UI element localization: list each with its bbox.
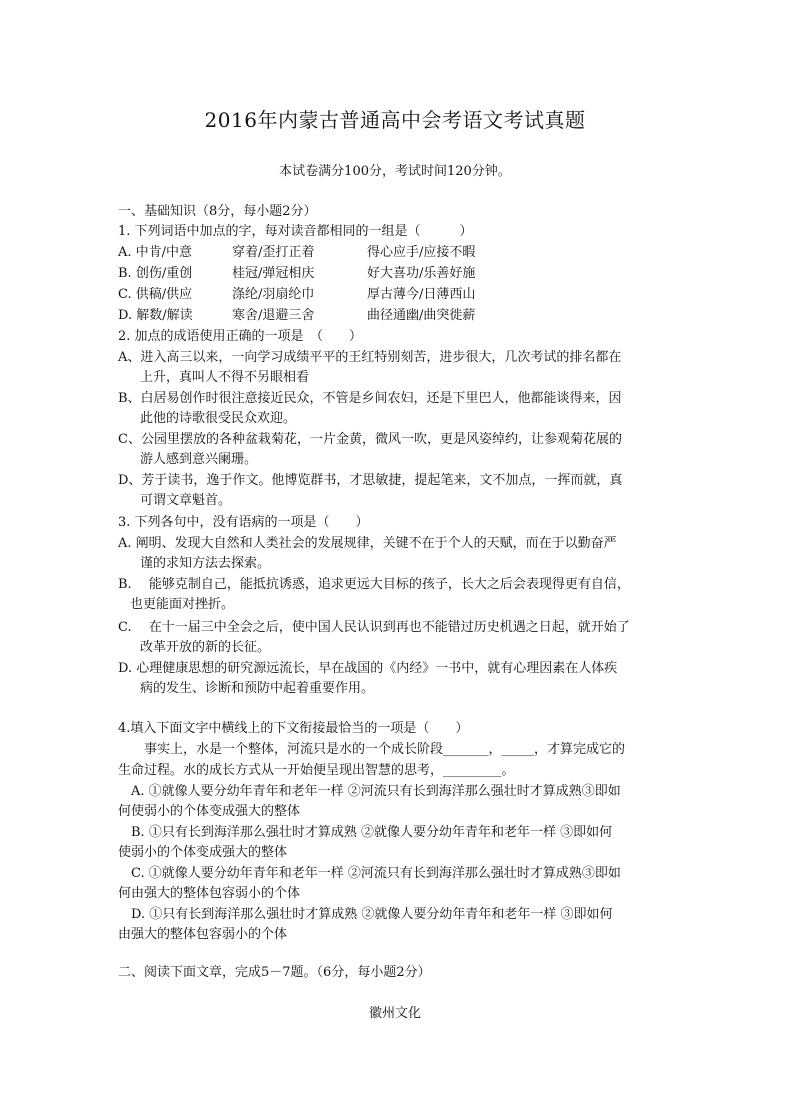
- question-1-option-c: [118, 285, 475, 305]
- question-1-option-a: [118, 243, 475, 263]
- option-col: 好大喜功/乐善好施: [367, 266, 476, 281]
- question-4-passage: 事实上，水是一个整体，河流只是水的一个成长阶段_______，_____，才算完成它的: [118, 742, 626, 757]
- option-col: D. 解数/解读: [118, 308, 193, 323]
- question-3-option-a-cont: 谨的求知方法去探索。: [140, 556, 271, 571]
- question-2-option-c-cont: 游人感到意兴阑珊。: [140, 452, 258, 467]
- question-3-option-d-cont: 病的发生、诊断和预防中起着重要作用。: [140, 681, 375, 696]
- section-1-heading: 一、基础知识（8分，每小题2分）: [118, 204, 317, 219]
- question-1-option-d: [118, 306, 475, 326]
- option-col: 曲径通幽/曲突徙薪: [367, 308, 476, 323]
- question-4-option-a-cont: 何使弱小的个体变成强大的整体: [118, 804, 301, 819]
- article-title: 徽州文化: [368, 1006, 421, 1021]
- question-4-option-c: C. ①就像人要分幼年青年和老年一样 ②河流只有长到海洋那么强壮时才算成熟③即如: [118, 866, 621, 881]
- question-4-option-b: B. ①只有长到海洋那么强壮时才算成熟 ②就像人要分幼年青年和老年一样 ③即如何: [118, 825, 613, 840]
- question-4-option-c-cont: 何由强大的整体包容弱小的个体: [118, 886, 301, 901]
- question-3-option-d: D. 心理健康思想的研究源远流长，早在战国的《内经》一书中，就有心理因素在人体疾: [118, 661, 618, 676]
- question-3-option-a: A. 阐明、发现大自然和人类社会的发展规律，关键不在于个人的天赋，而在于以勤奋严: [118, 536, 617, 551]
- option-col: 桂冠/弹冠相庆: [232, 266, 315, 281]
- question-3-stem: 3. 下列各句中，没有语病的一项是（ ）: [118, 515, 369, 530]
- question-2-option-d: D、芳于读书，逸于作文。他博览群书，才思敏捷，提起笔来，文不加点，一挥而就，真: [118, 473, 623, 488]
- option-col: 穿着/歪打正着: [232, 245, 315, 260]
- section-2-heading: 二、阅读下面文章，完成5－7题。（6分，每小题2分）: [118, 965, 431, 980]
- question-2-option-a: A、进入高三以来，一向学习成绩平平的王红特别刻苦，进步很大，几次考试的排名都在: [118, 350, 622, 365]
- question-2-option-b: B、白居易创作时很注意接近民众，不管是乡间农妇，还是下里巴人，他都能谈得来，因: [118, 391, 622, 406]
- page-title: 2016年内蒙古普通高中会考语文考试真题: [204, 108, 586, 132]
- option-col: A. 中肯/中意: [118, 245, 193, 260]
- question-2-stem: 2. 加点的成语使用正确的一项是 （ ）: [118, 329, 363, 344]
- question-3-option-b-cont: 也更能面对挫折。: [130, 597, 235, 612]
- question-4-option-b-cont: 使弱小的个体变成强大的整体: [118, 845, 288, 860]
- question-3-option-c-cont: 改革开放的新的长征。: [140, 640, 271, 655]
- question-1-option-b: [118, 264, 475, 284]
- option-col: 得心应手/应接不暇: [367, 245, 476, 260]
- question-4-passage-cont: 生命过程。水的成长方式从一开始便呈现出智慧的思考，_________。: [118, 763, 515, 778]
- question-2-option-a-cont: 上升，真叫人不得不另眼相看: [140, 370, 310, 385]
- question-2-option-b-cont: 此他的诗歌很受民众欢迎。: [140, 411, 297, 426]
- question-2-option-c: C、公园里摆放的各种盆栽菊花，一片金黄，微风一吹，更是风姿绰约，让参观菊花展的: [118, 432, 622, 447]
- question-4-option-d: D. ①只有长到海洋那么强壮时才算成熟 ②就像人要分幼年青年和老年一样 ③即如何: [118, 907, 613, 922]
- option-col: B. 创伤/重创: [118, 266, 193, 281]
- option-col: 寒舍/退避三舍: [232, 308, 315, 323]
- question-1-stem: 1. 下列词语中加点的字，每对读音都相同的一组是（ ）: [118, 224, 473, 239]
- question-4-stem: 4.填入下面文字中横线上的下文衔接最恰当的一项是（ ）: [118, 721, 469, 736]
- question-3-option-c: C. 在十一届三中全会之后，使中国人民认识到再也不能错过历史机遇之日起，就开始了: [118, 620, 630, 635]
- question-3-option-b: B. 能够克制自己，能抵抗诱惑，追求更远大目标的孩子，长大之后会表现得更有自信，: [118, 577, 630, 592]
- option-col: C. 供稿/供应: [118, 287, 193, 302]
- exam-instructions: 本试卷满分100分，考试时间120分钟。: [279, 164, 511, 179]
- question-2-option-d-cont: 可谓文章魁首。: [140, 493, 232, 508]
- option-col: 厚古薄今/日薄西山: [367, 287, 476, 302]
- option-col: 涤纶/羽扇纶巾: [232, 287, 315, 302]
- question-4-option-a: A. ①就像人要分幼年青年和老年一样 ②河流只有长到海洋那么强壮时才算成熟③即如: [118, 784, 621, 799]
- question-4-option-d-cont: 由强大的整体包容弱小的个体: [118, 927, 288, 942]
